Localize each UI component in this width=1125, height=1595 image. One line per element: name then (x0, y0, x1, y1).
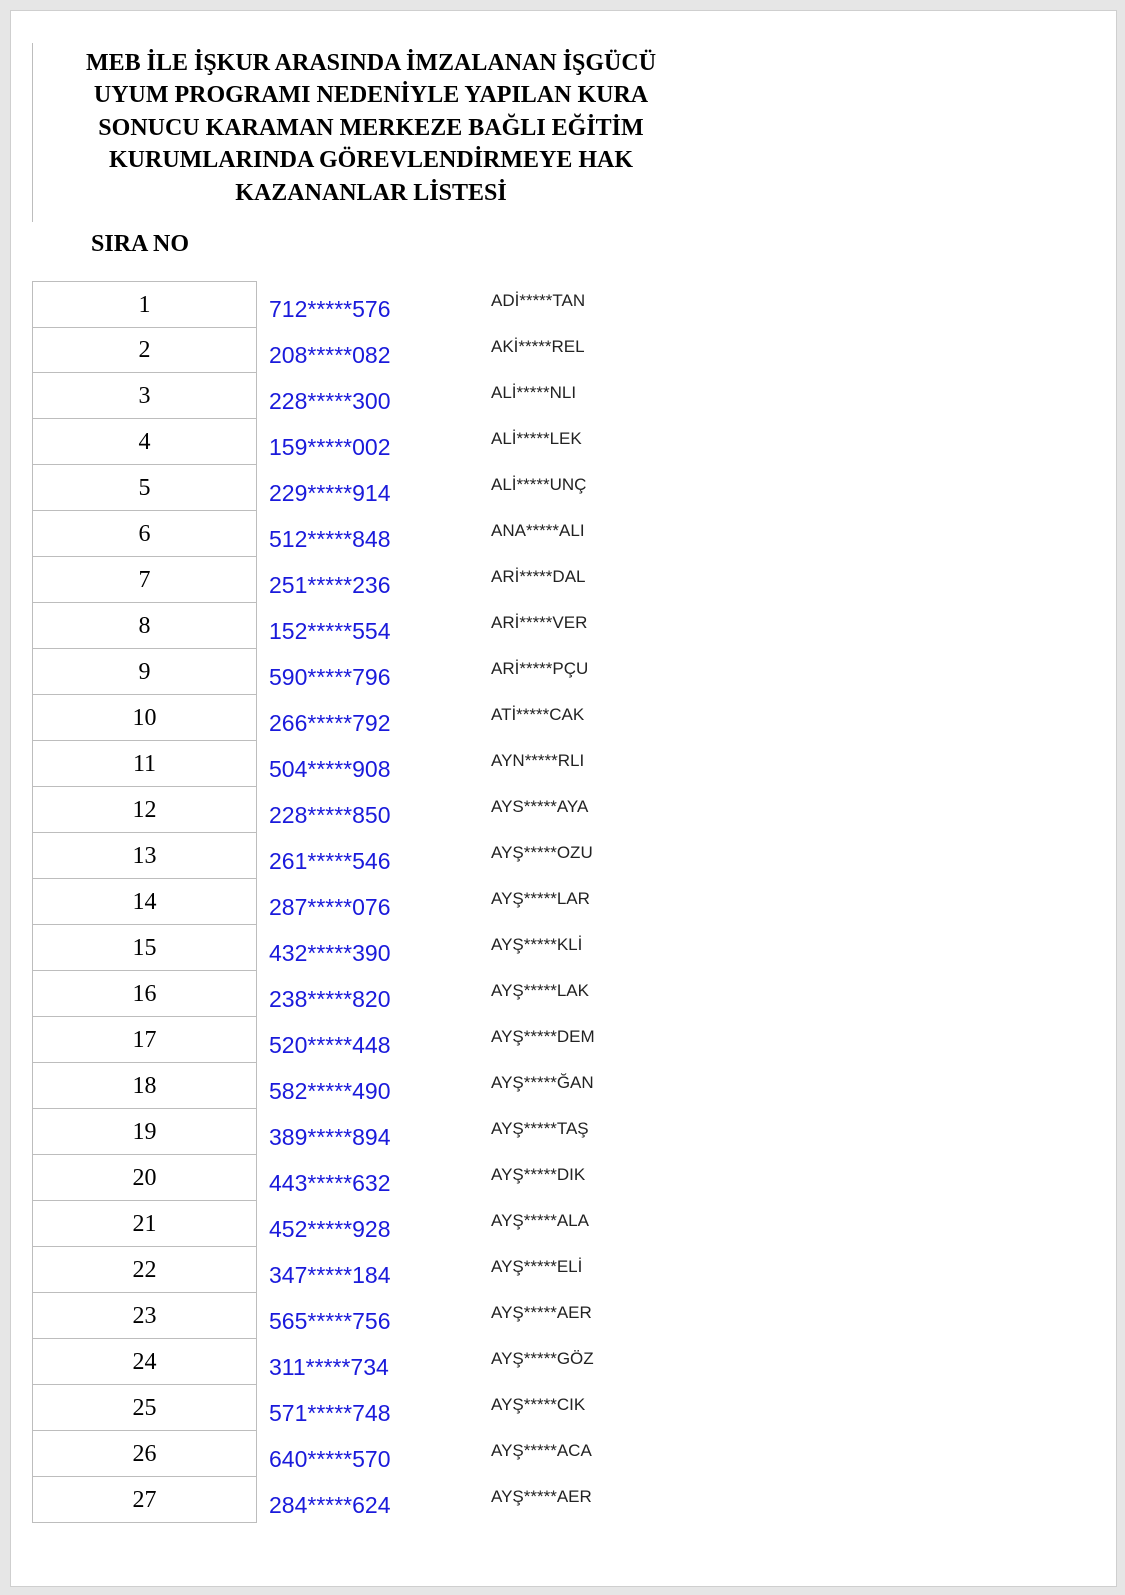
tc-number-cell: 229*****914 (269, 480, 391, 506)
table-row (32, 1155, 732, 1201)
table-row (32, 1385, 732, 1431)
sira-no-cell: 11 (32, 741, 257, 787)
winners-list (32, 281, 732, 1523)
table-row (32, 971, 732, 1017)
table-row (32, 603, 732, 649)
masked-name-cell: AYŞ*****GÖZ (491, 1349, 594, 1368)
table-row (32, 1339, 732, 1385)
table-row (32, 465, 732, 511)
masked-name-cell: AYŞ*****ĞAN (491, 1073, 594, 1092)
sira-no-cell: 24 (32, 1339, 257, 1385)
sira-no-cell: 2 (32, 327, 257, 373)
masked-name-cell: ARİ*****VER (491, 613, 588, 632)
masked-name-cell: ANA*****ALI (491, 521, 585, 540)
masked-name-cell: AYŞ*****AER (491, 1487, 592, 1506)
masked-name-cell: AYŞ*****KLİ (491, 935, 583, 954)
table-row (32, 1477, 732, 1523)
tc-number-cell: 266*****792 (269, 710, 391, 736)
masked-name-cell: AYŞ*****OZU (491, 843, 593, 862)
masked-name-cell: ALİ*****UNÇ (491, 475, 587, 494)
sira-no-cell: 14 (32, 879, 257, 925)
tc-number-cell: 284*****624 (269, 1492, 391, 1518)
table-row (32, 511, 732, 557)
masked-name-cell: ALİ*****LEK (491, 429, 582, 448)
sira-no-cell: 4 (32, 419, 257, 465)
tc-number-cell: 565*****756 (269, 1308, 391, 1334)
masked-name-cell: ADİ*****TAN (491, 291, 586, 310)
sira-no-cell: 9 (32, 649, 257, 695)
tc-number-cell: 389*****894 (269, 1124, 391, 1150)
sira-no-cell: 1 (32, 281, 257, 328)
sira-no-cell: 19 (32, 1109, 257, 1155)
sira-no-cell: 21 (32, 1201, 257, 1247)
sira-no-cell: 23 (32, 1293, 257, 1339)
tc-number-cell: 251*****236 (269, 572, 391, 598)
masked-name-cell: ATİ*****CAK (491, 705, 585, 724)
tc-number-cell: 159*****002 (269, 434, 391, 460)
sira-no-cell: 3 (32, 373, 257, 419)
table-row (32, 1201, 732, 1247)
sira-no-cell: 5 (32, 465, 257, 511)
tc-number-cell: 452*****928 (269, 1216, 391, 1242)
page-title (51, 47, 691, 209)
title-line: MEB İLE İŞKUR ARASINDA İMZALANAN İŞGÜCÜ (85, 50, 657, 76)
masked-name-cell: AYŞ*****ACA (491, 1441, 592, 1460)
sira-no-cell: 26 (32, 1431, 257, 1477)
table-row (32, 1431, 732, 1477)
tc-number-cell: 432*****390 (269, 940, 391, 966)
sira-no-cell: 10 (32, 695, 257, 741)
sira-no-cell: 16 (32, 971, 257, 1017)
tc-number-cell: 228*****850 (269, 802, 391, 828)
tc-number-cell: 512*****848 (269, 526, 391, 552)
tc-number-cell: 640*****570 (269, 1446, 391, 1472)
sira-no-cell: 12 (32, 787, 257, 833)
table-row (32, 419, 732, 465)
table-row (32, 1017, 732, 1063)
tc-number-cell: 287*****076 (269, 894, 391, 920)
table-row (32, 1247, 732, 1293)
title-line: KURUMLARINDA GÖREVLENDİRMEYE HAK (108, 147, 634, 174)
tc-number-cell: 590*****796 (269, 664, 391, 690)
sira-no-cell: 13 (32, 833, 257, 879)
table-row (32, 281, 732, 327)
table-row (32, 787, 732, 833)
tc-number-cell: 504*****908 (269, 756, 391, 782)
sira-no-cell: 18 (32, 1063, 257, 1109)
sira-no-cell: 6 (32, 511, 257, 557)
table-row (32, 879, 732, 925)
masked-name-cell: AYŞ*****AER (491, 1303, 592, 1322)
column-header-sira-no: SIRA NO (91, 231, 190, 257)
table-row (32, 1063, 732, 1109)
sira-no-cell: 7 (32, 557, 257, 603)
tc-number-cell: 520*****448 (269, 1032, 391, 1058)
tc-number-cell: 347*****184 (269, 1262, 391, 1288)
tc-number-cell: 261*****546 (269, 848, 391, 874)
tc-number-cell: 443*****632 (269, 1170, 391, 1196)
sira-no-cell: 17 (32, 1017, 257, 1063)
table-row (32, 741, 732, 787)
title-line: KAZANANLAR LİSTESİ (235, 179, 507, 206)
masked-name-cell: AYS*****AYA (491, 797, 589, 816)
masked-name-cell: AYŞ*****DEM (491, 1027, 595, 1046)
document-page (10, 10, 1117, 1587)
masked-name-cell: AYŞ*****DIK (491, 1165, 586, 1184)
title-line: SONUCU KARAMAN MERKEZE BAĞLI EĞİTİM (98, 114, 644, 141)
masked-name-cell: AKİ*****REL (491, 337, 585, 356)
table-row (32, 925, 732, 971)
masked-name-cell: AYŞ*****CIK (491, 1395, 586, 1414)
tc-number-cell: 152*****554 (269, 618, 391, 644)
masked-name-cell: AYN*****RLI (491, 751, 585, 770)
masked-name-cell: ARİ*****PÇU (491, 659, 589, 678)
title-line: UYUM PROGRAMI NEDENİYLE YAPILAN KURA (93, 82, 649, 109)
masked-name-cell: AYŞ*****ELİ (491, 1257, 583, 1276)
masked-name-cell: ALİ*****NLI (491, 383, 577, 402)
table-row (32, 695, 732, 741)
table-row (32, 327, 732, 373)
tc-number-cell: 311*****734 (269, 1354, 389, 1380)
masked-name-cell: AYŞ*****LAR (491, 889, 590, 908)
sira-no-cell: 8 (32, 603, 257, 649)
table-row (32, 373, 732, 419)
tc-number-cell: 571*****748 (269, 1400, 391, 1426)
tc-number-cell: 712*****576 (269, 296, 391, 322)
tc-number-cell: 228*****300 (269, 388, 391, 414)
table-row (32, 557, 732, 603)
tc-number-cell: 582*****490 (269, 1078, 391, 1104)
table-row (32, 1109, 732, 1155)
table-row (32, 833, 732, 879)
sira-no-cell: 22 (32, 1247, 257, 1293)
sira-no-cell: 27 (32, 1477, 257, 1523)
table-row (32, 1293, 732, 1339)
masked-name-cell: AYŞ*****LAK (491, 981, 589, 1000)
table-row (32, 649, 732, 695)
tc-number-cell: 208*****082 (269, 342, 391, 368)
masked-name-cell: AYŞ*****ALA (491, 1211, 589, 1230)
masked-name-cell: ARİ*****DAL (491, 567, 586, 586)
tc-number-cell: 238*****820 (269, 986, 391, 1012)
masked-name-cell: AYŞ*****TAŞ (491, 1119, 589, 1138)
sira-no-cell: 25 (32, 1385, 257, 1431)
title-margin-rule (32, 43, 33, 222)
sira-no-cell: 15 (32, 925, 257, 971)
sira-no-cell: 20 (32, 1155, 257, 1201)
